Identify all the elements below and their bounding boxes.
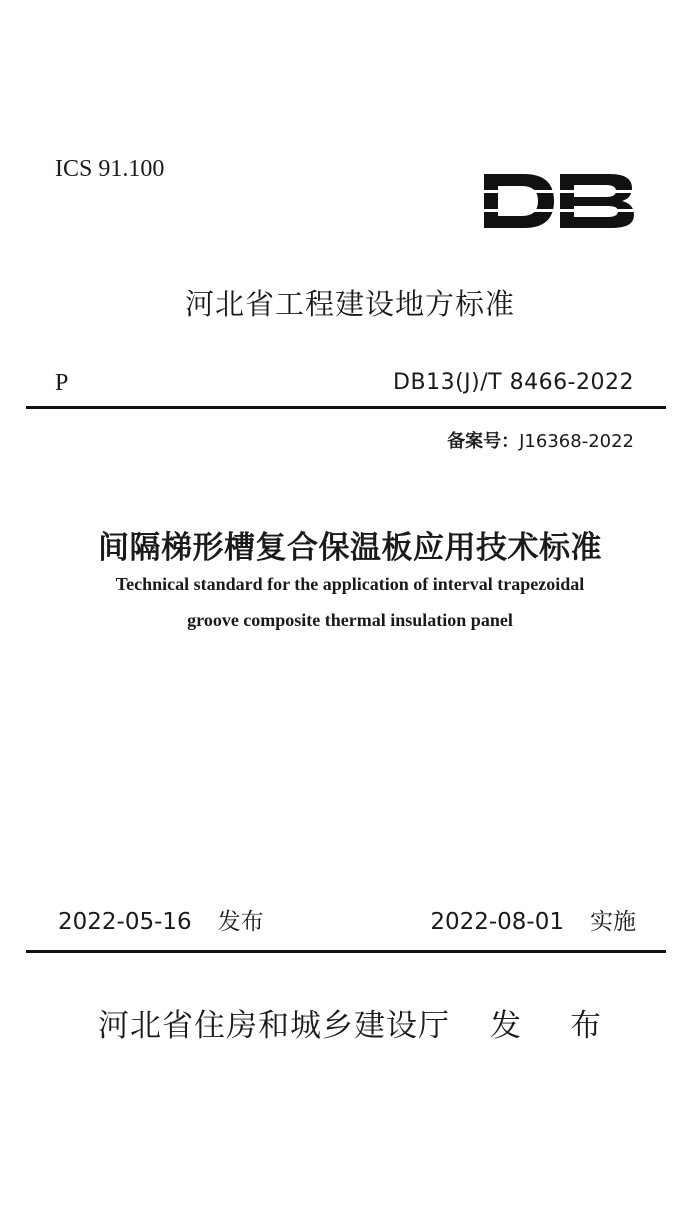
issue-date-block xyxy=(58,903,264,936)
effective-date-block xyxy=(430,903,636,936)
issuer-name: 河北省住房和城乡建设厅 xyxy=(98,1008,450,1044)
record-label: 备案号： xyxy=(447,431,520,452)
top-divider xyxy=(26,406,666,409)
standard-number: DB13(J)/T 8466-2022 xyxy=(393,370,634,395)
record-value: J16368-2022 xyxy=(519,431,634,452)
ics-code: ICS 91.100 xyxy=(55,156,165,182)
issuer-action-1: 发 xyxy=(490,1008,522,1044)
effective-label: 实施 xyxy=(590,909,636,935)
title-english-line-1: Technical standard for the application of interval trapezoidal xyxy=(115,574,585,594)
standard-type: 河北省工程建设地方标准 xyxy=(184,287,515,321)
title-chinese: 间隔梯形槽复合保温板应用技术标准 xyxy=(98,530,602,566)
title-english-line-2: groove composite thermal insulation panel xyxy=(187,610,513,630)
classification-code: P xyxy=(55,370,69,396)
record-number xyxy=(447,427,634,453)
effective-date: 2022-08-01 xyxy=(430,909,564,935)
issuer-line xyxy=(0,1000,700,1045)
db-logo xyxy=(480,170,636,232)
issue-date: 2022-05-16 xyxy=(58,909,192,935)
db-logo-d xyxy=(480,174,558,228)
db-logo-b xyxy=(556,174,636,228)
bottom-divider xyxy=(26,950,666,953)
issuer-action-2: 布 xyxy=(570,1008,602,1044)
issue-label: 发布 xyxy=(217,909,264,935)
